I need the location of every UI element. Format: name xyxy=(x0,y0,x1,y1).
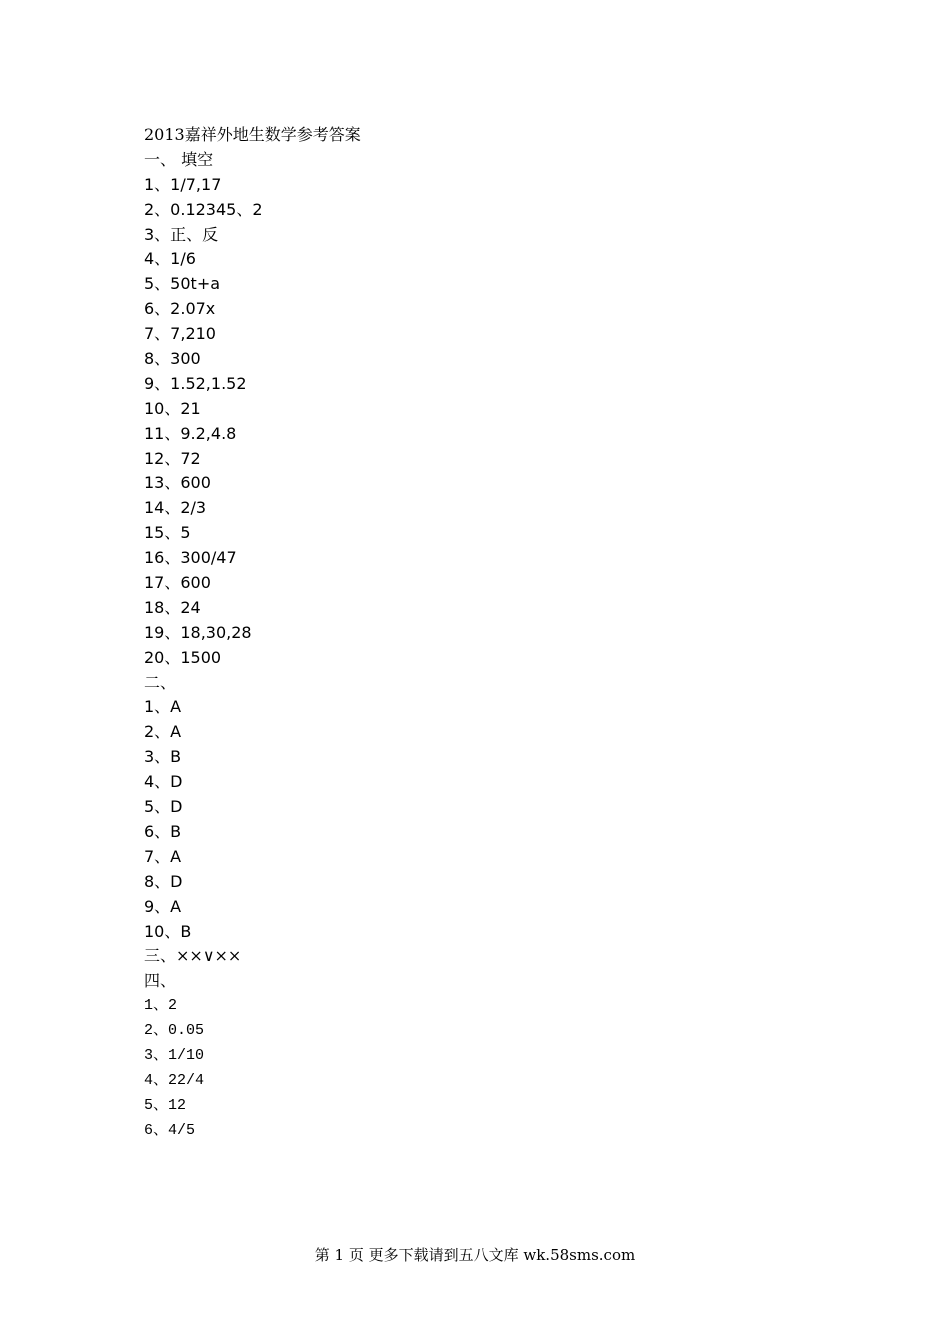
answer-item: 9、1.52,1.52 xyxy=(144,373,247,393)
answer-item: 14、2/3 xyxy=(144,498,207,518)
answer-item: 7、7,210 xyxy=(144,324,216,344)
answer-item: 1、2 xyxy=(144,997,178,1015)
section-heading-judgment: 三、××∨×× xyxy=(144,946,242,966)
answer-item: 2、0.05 xyxy=(144,1022,205,1040)
answer-item: 11、9.2,4.8 xyxy=(144,423,237,443)
answer-item: 4、D xyxy=(144,772,183,792)
answer-item: 8、300 xyxy=(144,349,201,369)
section-heading-fill-blank: 一、 填空 xyxy=(144,149,214,169)
answer-item: 15、5 xyxy=(144,523,191,543)
answer-item: 12、72 xyxy=(144,448,201,468)
answer-item: 6、4/5 xyxy=(144,1121,196,1139)
answer-item: 17、600 xyxy=(144,573,211,593)
section-heading-choice: 二、 xyxy=(144,672,177,692)
calculation-answer-list xyxy=(144,994,804,1143)
answer-item: 13、600 xyxy=(144,473,211,493)
answer-item: 16、300/47 xyxy=(144,548,237,568)
answer-item: 19、18,30,28 xyxy=(144,622,252,642)
answer-item: 3、正、反 xyxy=(144,224,219,244)
answer-item: 6、B xyxy=(144,821,182,841)
answer-item: 5、50t+a xyxy=(144,274,221,294)
answer-item: 2、0.12345、2 xyxy=(144,199,263,219)
answer-item: 1、1/7,17 xyxy=(144,174,222,194)
answer-item: 6、2.07x xyxy=(144,299,216,319)
answer-item: 10、21 xyxy=(144,398,201,418)
answer-item: 5、D xyxy=(144,797,183,817)
answer-item: 10、B xyxy=(144,921,192,941)
answer-item: 18、24 xyxy=(144,597,201,617)
answer-item: 2、A xyxy=(144,722,182,742)
answer-item: 3、B xyxy=(144,747,182,767)
answer-item: 1、A xyxy=(144,697,182,717)
answer-item: 20、1500 xyxy=(144,647,222,667)
document-body xyxy=(144,123,804,1144)
answer-item: 4、22/4 xyxy=(144,1071,205,1089)
answer-item: 5、12 xyxy=(144,1096,187,1114)
fill-blank-answer-list xyxy=(144,173,804,671)
section-heading-calculation: 四、 xyxy=(144,971,177,991)
answer-item: 4、1/6 xyxy=(144,249,196,269)
answer-item: 7、A xyxy=(144,846,182,866)
document-title: 2013嘉祥外地生数学参考答案 xyxy=(144,125,361,144)
answer-item: 8、D xyxy=(144,871,183,891)
answer-item: 9、A xyxy=(144,896,182,916)
choice-answer-list xyxy=(144,695,804,944)
page-footer: 第 1 页 更多下载请到五八文库 wk.58sms.com xyxy=(314,1246,636,1264)
answer-item: 3、1/10 xyxy=(144,1046,205,1064)
